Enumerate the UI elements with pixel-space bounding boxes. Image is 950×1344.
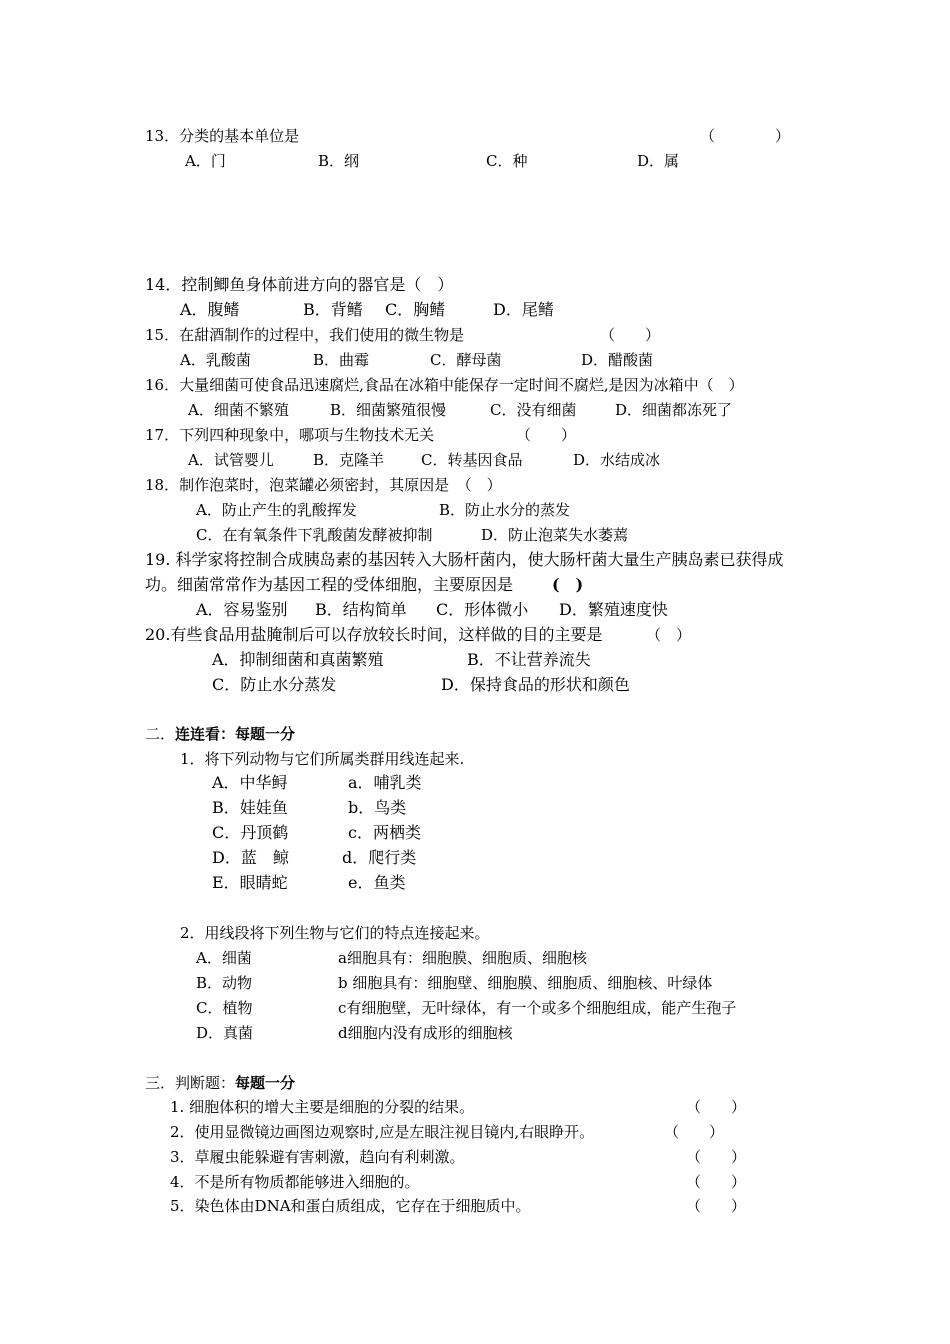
judge-answer-paren: （ ） [686, 1197, 747, 1215]
q16-option-a: A．细菌不繁殖 [188, 401, 289, 419]
judge-item: 3．草履虫能躲避有害刺激，趋向有利刺激。 [170, 1148, 465, 1166]
match2-feature: a细胞具有：细胞膜、细胞质、细胞核 [338, 949, 587, 967]
match1-animal: E．眼睛蛇 [212, 873, 288, 892]
section2-prefix: 二． [145, 725, 176, 743]
match2-organism: D．真菌 [196, 1024, 254, 1042]
q13-option-a: A．门 [185, 152, 226, 170]
match2-instruction: 2．用线段将下列生物与它们的特点连接起来。 [180, 924, 490, 942]
judge-answer-paren: （ ） [686, 1173, 747, 1191]
match2-feature: b 细胞具有：细胞壁、细胞膜、细胞质、细胞核、叶绿体 [338, 974, 713, 992]
q17-stem: 17．下列四种现象中，哪项与生物技术无关 [145, 426, 435, 444]
q14-option-d: D．尾鳍 [493, 300, 554, 319]
match2-organism: A．细菌 [196, 949, 252, 967]
judge-item: 5．染色体由DNA和蛋白质组成，它存在于细胞质中。 [170, 1197, 531, 1215]
q15-answer-paren: （ ） [600, 326, 661, 344]
q18-stem: 18．制作泡菜时，泡菜罐必须密封，其原因是 （ ） [145, 476, 502, 494]
q15-option-a: A．乳酸菌 [180, 351, 251, 369]
match2-feature: d细胞内没有成形的细胞核 [338, 1024, 513, 1042]
q13-option-c: C．种 [486, 152, 528, 170]
match1-animal: C．丹顶鹤 [212, 823, 289, 842]
match1-group: b．鸟类 [348, 798, 407, 817]
q19-option-b: B．结构简单 [315, 600, 407, 619]
q19-option-c: C．形体微小 [436, 600, 529, 619]
match2-feature: c有细胞壁，无叶绿体，有一个或多个细胞组成，能产生孢子 [338, 999, 737, 1017]
q18-option-a: A．防止产生的乳酸挥发 [196, 501, 357, 519]
match1-group: e．鱼类 [348, 873, 406, 892]
section3-title: 每题一分 [235, 1074, 296, 1092]
q18-option-c: C．在有氧条件下乳酸菌发酵被抑制 [196, 526, 433, 544]
match1-animal: B．娃娃鱼 [212, 798, 288, 817]
q17-option-d: D．水结成冰 [573, 451, 661, 469]
q15-option-b: B．曲霉 [313, 351, 370, 369]
q20-option-b: B．不让营养流失 [467, 650, 591, 669]
q13-option-d: D．属 [637, 152, 680, 170]
q14-option-c: C．胸鳍 [385, 300, 446, 319]
section3-prefix: 三．判断题： [145, 1074, 236, 1092]
q19-stem-line2: 功。细菌常常作为基因工程的受体细胞，主要原因是 [145, 575, 514, 594]
q20-answer-paren: （ ） [646, 626, 692, 644]
q16-option-d: D．细菌都冻死了 [615, 401, 733, 419]
q16-option-c: C．没有细菌 [490, 401, 577, 419]
q20-option-a: A．抑制细菌和真菌繁殖 [212, 650, 384, 669]
judge-item: 1. 细胞体积的增大主要是细胞的分裂的结果。 [170, 1098, 475, 1116]
section2-title: 连连看：每题一分 [175, 725, 296, 743]
match1-group: c．两栖类 [348, 823, 421, 842]
q16-stem: 16．大量细菌可使食品迅速腐烂,食品在冰箱中能保存一定时间不腐烂,是因为冰箱中（ ） [145, 376, 744, 394]
q20-option-c: C．防止水分蒸发 [212, 675, 337, 694]
match1-group: a．哺乳类 [348, 773, 422, 792]
q14-option-b: B．背鳍 [303, 300, 363, 319]
match2-organism: C．植物 [196, 999, 253, 1017]
judge-answer-paren: （ ） [686, 1148, 747, 1166]
q20-stem: 20.有些食品用盐腌制后可以存放较长时间，这样做的目的主要是 [145, 625, 603, 644]
q19-answer-paren: ( ) [552, 575, 584, 594]
judge-item: 2．使用显微镜边画图边观察时,应是左眼注视目镜内,右眼睁开。 [170, 1123, 595, 1141]
q15-option-c: C．酵母菌 [430, 351, 502, 369]
q17-option-a: A．试管婴儿 [188, 451, 274, 469]
section3-heading [145, 1073, 295, 1093]
q16-option-b: B．细菌繁殖很慢 [330, 401, 447, 419]
q13-answer-paren: （ ） [700, 127, 791, 145]
q15-stem: 15．在甜酒制作的过程中，我们使用的微生物是 [145, 326, 465, 344]
q18-option-d: D．防止泡菜失水萎蔫 [481, 526, 629, 544]
q19-option-a: A．容易鉴别 [196, 600, 288, 619]
q14-option-a: A．腹鳍 [180, 300, 240, 319]
q15-option-d: D．醋酸菌 [581, 351, 654, 369]
match1-animal: D．蓝 鲸 [212, 848, 289, 867]
q19-stem-line1: 19. 科学家将控制合成胰岛素的基因转入大肠杆菌内，使大肠杆菌大量生产胰岛素已获得成 [145, 550, 784, 569]
judge-answer-paren: （ ） [664, 1123, 725, 1141]
q13-option-b: B．纲 [318, 152, 360, 170]
judge-item: 4．不是所有物质都能够进入细胞的。 [170, 1173, 420, 1191]
q14-stem: 14．控制鲫鱼身体前进方向的器官是（ ） [145, 275, 454, 294]
q18-option-b: B．防止水分的蒸发 [439, 501, 571, 519]
judge-answer-paren: （ ） [686, 1098, 747, 1116]
q17-option-b: B．克隆羊 [313, 451, 385, 469]
section2-heading [145, 724, 295, 744]
q17-answer-paren: （ ） [516, 426, 577, 444]
match1-animal: A．中华鲟 [212, 773, 288, 792]
match1-group: d．爬行类 [342, 848, 417, 867]
q17-option-c: C．转基因食品 [421, 451, 523, 469]
match1-instruction: 1．将下列动物与它们所属类群用线连起来. [180, 750, 465, 768]
q20-option-d: D．保持食品的形状和颜色 [441, 675, 630, 694]
match2-organism: B．动物 [196, 974, 253, 992]
q13-stem: 13．分类的基本单位是 [145, 127, 300, 145]
q19-option-d: D．繁殖速度快 [559, 600, 668, 619]
